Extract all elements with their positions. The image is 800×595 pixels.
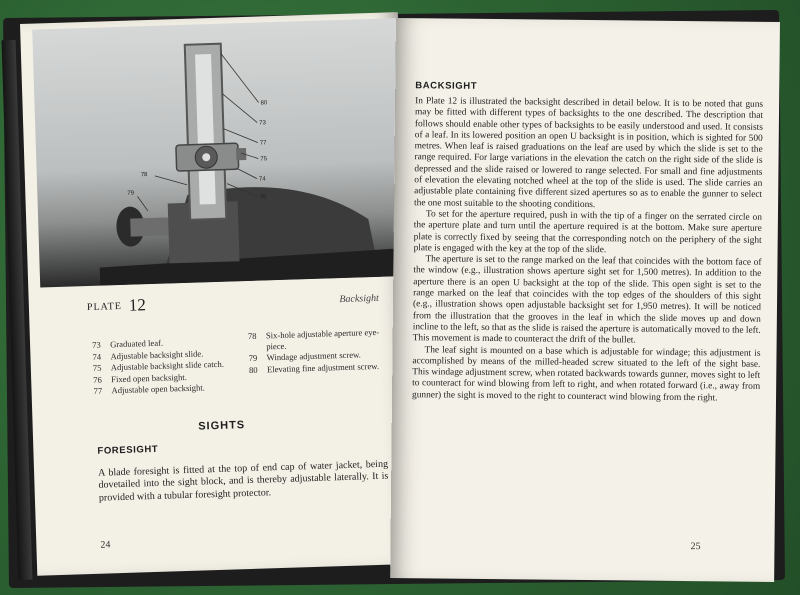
paragraph: The leaf sight is mounted on a base which is adjustable for windage; this adjustment is accomplished by means of the milled-headed screw situated to the left of the sight base. This windage adjustment screw, when rotated backwards towards gunner, moves sight to left to counteract for wind blowing from left to right, and when rotated forward (i.e., away from gunner) the sight is moved to the right to counteract wind blowing from the right. [412, 344, 761, 404]
section-title: SIGHTS [198, 419, 246, 433]
callout-76: 76 [259, 194, 267, 201]
backsight-photo [32, 18, 404, 287]
legend-column-left [92, 335, 244, 397]
callout-75: 75 [260, 156, 268, 163]
foresight-heading: FORESIGHT [97, 443, 159, 457]
right-page [390, 18, 780, 582]
left-page [20, 12, 415, 576]
legend-item: 80 Elevating fine adjustment screw. [248, 360, 380, 375]
page-number-right: 25 [690, 541, 701, 553]
legend-item: 79 Windage adjustment screw. [248, 349, 362, 363]
paragraph: To set for the aperture required, push in with the tip of a finger on the serrated circle on the aperture plate and turn until the aperture required is at the bottom. Make sure aperture plate is correctly fixed by seeing that the corresponding notch on the periphery of the sight plate is engaged with the key at the top of the slide. [413, 209, 762, 256]
plate-number: 12 [128, 295, 147, 315]
paragraph: In Plate 12 is illustrated the backsight described in detail below. It is to be noted that guns may be fitted with different types of backsights to the one described. The description that follows should enable other types of backsights to be easily understood and used. It consists of a leaf. In its lowered position an open U backsight is in position, which is sighted for 500 metres. When leaf is raised graduations on the leaf are used by which the slide is set to the range required. For large variations in the elevation the catch on the right side of the slide is depressed and the slide raised or lowered to range selected. For small and fine adjustments of elevation the elevating notched wheel at the top of the slide is used. The slide carries an adjustable plate containing five different sized apertures so as to enable the gunner to select the one most suitable to the shooting conditions. [414, 96, 764, 210]
callout-77: 77 [259, 140, 267, 147]
plate-heading [87, 293, 387, 322]
paragraph: The aperture is set to the range marked on the leaf that coincides with the bottom face of the window (e.g., illustration shows aperture sight set for 1,500 metres). In addition to the aperture there is an open U backsight at the top of the slide. This open sight is set to the range marked on the leaf that coincides with the top edges of the shoulders of this sight (e.g., illustration shows open adjustable backsight set for 1,950 metres). It will be noticed from the illustration that the grooves in the leaf in which the slide moves up and down incline to the left, so that as the slide is raised the aperture is automatically moved to the left. This movement is made to counteract the drift of the bullet. [412, 254, 762, 346]
backsight-heading: BACKSIGHT [415, 80, 478, 92]
legend-item: 76 Fixed open backsight. [93, 371, 187, 385]
backsight-text [392, 96, 779, 405]
legend-item: 78 Six-hole adjustable aperture eye-piece. [247, 326, 380, 351]
legend-item: 75 Adjustable backsight slide catch. [92, 358, 225, 373]
callout-78: 78 [140, 172, 148, 179]
foresight-paragraph: A blade foresight is fitted at the top of end cap of water jacket, being dovetailed into the sight block, and is thereby adjustable laterally. It is provided with a tubular foresight protector. [97, 458, 389, 504]
legend-item: 74 Adjustable backsight slide. [92, 347, 204, 362]
callout-79: 79 [127, 190, 135, 197]
legend-item: 73 Graduated leaf. [91, 337, 164, 350]
backsight-illustration [32, 18, 404, 287]
plate-label: PLATE [86, 300, 123, 314]
legend-item: 77 Adjustable open backsight. [93, 382, 205, 396]
callout-80: 80 [260, 100, 268, 107]
callout-74: 74 [258, 176, 266, 183]
legend-column-right [248, 327, 389, 376]
callout-73: 73 [259, 120, 267, 127]
plate-caption: Backsight [339, 292, 379, 306]
page-number-left: 24 [100, 539, 111, 551]
